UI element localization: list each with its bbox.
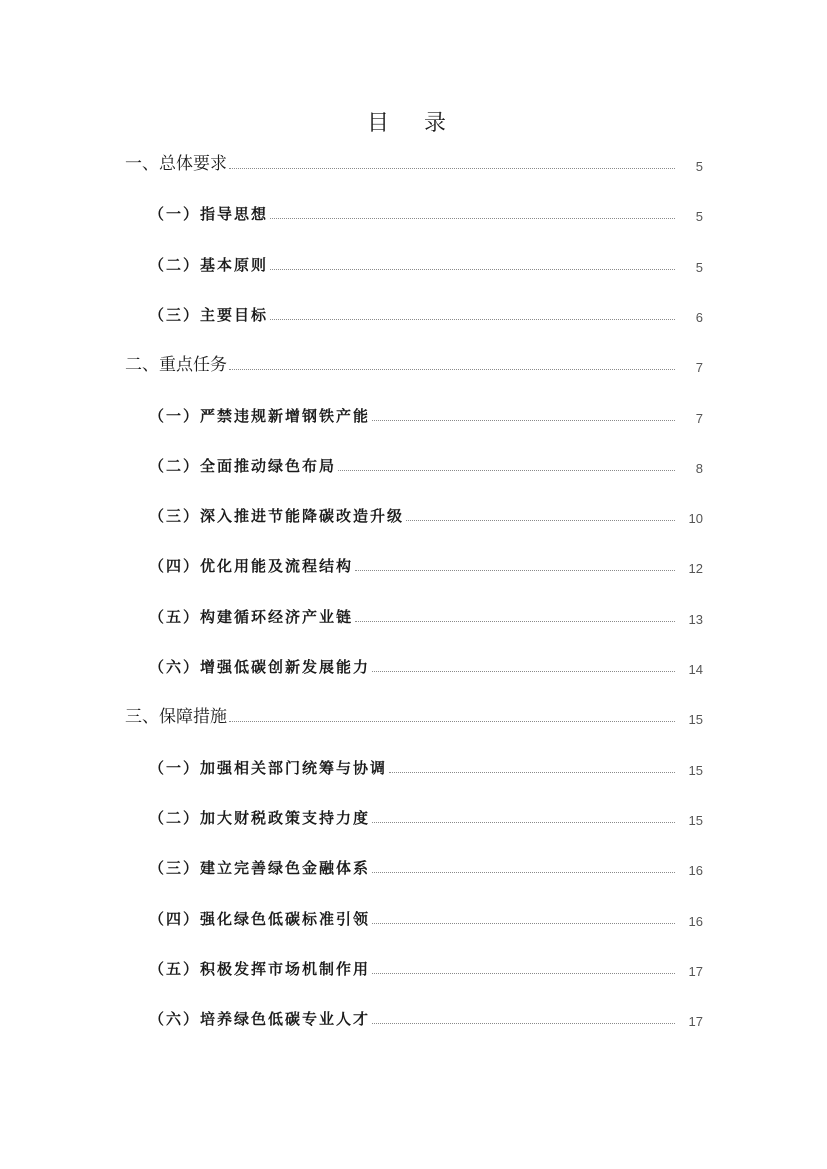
toc-entry-label[interactable]: （五）构建循环经济产业链: [149, 607, 354, 626]
toc-subsection-entry[interactable]: [149, 301, 703, 325]
dot-leader: [338, 469, 675, 471]
dot-leader: [355, 569, 675, 571]
dot-leader: [372, 871, 675, 873]
toc-subsection-entry[interactable]: [149, 804, 703, 828]
toc-entry-label[interactable]: （三）建立完善绿色金融体系: [149, 859, 371, 878]
dot-leader: [372, 670, 675, 672]
toc-page-number[interactable]: 16: [688, 863, 703, 879]
dot-leader: [270, 318, 675, 320]
dot-leader: [372, 1022, 675, 1024]
toc-subsection-entry[interactable]: [149, 955, 703, 979]
toc-subsection-entry[interactable]: [149, 905, 703, 929]
toc-entry-label[interactable]: 一、总体要求: [125, 154, 227, 174]
dot-leader: [372, 419, 675, 421]
dot-leader: [270, 217, 675, 219]
toc-page-number[interactable]: 5: [695, 209, 703, 225]
toc-page-number[interactable]: 5: [695, 159, 703, 174]
toc-entry-label[interactable]: （二）加大财税政策支持力度: [149, 808, 371, 827]
toc-page-number[interactable]: 17: [688, 963, 703, 979]
toc-entry-label[interactable]: （四）强化绿色低碳标准引领: [149, 909, 371, 928]
toc-page-number[interactable]: 8: [695, 460, 703, 476]
toc-page-number[interactable]: 16: [688, 913, 703, 929]
dot-leader: [372, 821, 675, 823]
toc-page-number[interactable]: 17: [688, 1014, 703, 1030]
toc-entry-label[interactable]: （二）全面推动绿色布局: [149, 456, 337, 475]
dot-leader: [389, 771, 675, 773]
toc-entry-label[interactable]: （六）培养绿色低碳专业人才: [149, 1010, 371, 1029]
toc-section-entry[interactable]: [125, 351, 703, 375]
dot-leader: [372, 972, 675, 974]
toc-subsection-entry[interactable]: [149, 452, 703, 476]
toc-page-number[interactable]: 7: [695, 410, 703, 426]
toc-subsection-entry[interactable]: [149, 552, 703, 576]
toc-page-number[interactable]: 15: [688, 762, 703, 778]
toc-subsection-entry[interactable]: [149, 653, 703, 677]
toc-entry-label[interactable]: （二）基本原则: [149, 255, 269, 274]
toc-page-number[interactable]: 10: [688, 511, 703, 527]
toc-title: 目 录: [367, 111, 460, 136]
dot-leader: [270, 268, 675, 270]
toc-subsection-entry[interactable]: [149, 502, 703, 526]
dot-leader: [372, 922, 675, 924]
toc-page-number[interactable]: 15: [688, 712, 703, 728]
toc-entry-label[interactable]: （六）增强低碳创新发展能力: [149, 658, 371, 676]
toc-page-number[interactable]: 14: [688, 662, 703, 677]
toc-entry-label[interactable]: （一）指导思想: [149, 205, 269, 224]
toc-subsection-entry[interactable]: [149, 402, 703, 426]
toc-subsection-entry[interactable]: [149, 251, 703, 275]
dot-leader: [229, 368, 675, 370]
toc-entry-label[interactable]: （四）优化用能及流程结构: [149, 557, 354, 576]
toc-entry-label[interactable]: 三、保障措施: [125, 707, 227, 728]
toc-subsection-entry[interactable]: [149, 1005, 703, 1029]
toc-subsection-entry[interactable]: [149, 754, 703, 778]
toc-entry-label[interactable]: 二、重点任务: [125, 355, 227, 376]
dot-leader: [229, 720, 675, 722]
toc-subsection-entry[interactable]: [149, 200, 703, 224]
dot-leader: [229, 167, 675, 169]
toc-subsection-entry[interactable]: [149, 854, 703, 878]
toc-entry-label[interactable]: （一）加强相关部门统筹与协调: [149, 758, 388, 777]
toc-subsection-entry[interactable]: [149, 603, 703, 627]
toc-page-number[interactable]: 5: [695, 259, 703, 275]
toc-entry-label[interactable]: （一）严禁违规新增钢铁产能: [149, 406, 371, 425]
toc-page-number[interactable]: 12: [688, 561, 703, 577]
toc-entry-label[interactable]: （三）深入推进节能降碳改造升级: [149, 507, 405, 526]
toc-section-entry[interactable]: [125, 703, 703, 727]
toc-page-number[interactable]: 7: [695, 360, 703, 376]
toc-entry-label[interactable]: （三）主要目标: [149, 305, 269, 324]
toc-entry-label[interactable]: （五）积极发挥市场机制作用: [149, 959, 371, 978]
toc-page-number[interactable]: 6: [695, 309, 703, 325]
dot-leader: [406, 519, 675, 521]
dot-leader: [355, 620, 675, 622]
toc-section-entry[interactable]: [125, 150, 703, 174]
toc-page-number[interactable]: 15: [688, 812, 703, 828]
toc-page-number[interactable]: 13: [688, 611, 703, 627]
